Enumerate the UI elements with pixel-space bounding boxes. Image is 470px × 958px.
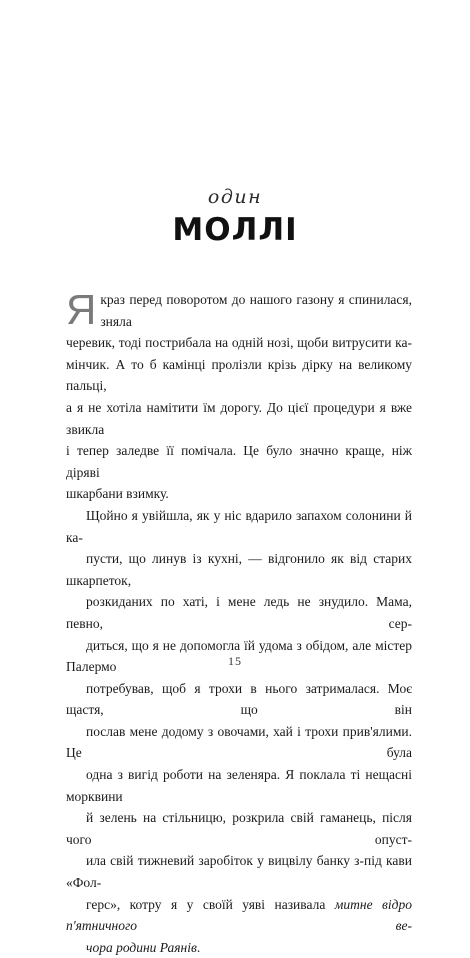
text-line: розкиданих по хаті, і мене ледь не знудило. Мама, певно, сер- [66,594,412,631]
text-line: мінчик. А то б камінці пролізли крізь дірку на великому пальці, [66,356,412,394]
italic-phrase: митне відро п'ятничного ве- [66,896,412,934]
end-punctuation: . [196,939,201,955]
text-line: послав мене додому з овочами, хай і трохи прив'ялими. Це була [66,723,412,761]
paragraph-1 [66,286,412,505]
chapter-body [66,286,412,958]
page-number: 15 [228,654,242,668]
drop-cap: Я [66,286,97,333]
text-line: диться, що я не допомогла їй удома з обідом, але містер Палермо [66,637,412,675]
text-line: а я не хотіла намітити їм дорогу. До цієї процедури я вже звикла [66,399,412,437]
text-line: краз перед поворотом до нашого газону я спинилася, зняла [100,292,412,329]
chapter-title: МОЛЛІ [172,212,298,248]
text-line: черевик, тоді пострибала на одній нозі, щоби витрусити ка- [66,335,412,351]
text-line: одна з вигід роботи на зеленяра. Я поклала ті нещасні морквини [66,767,412,804]
chapter-number: один [207,186,263,208]
text-line: й зелень на стільницю, розкрила свій гаманець, після чого опуст- [66,810,412,847]
italic-phrase: чора родини Раянів [86,939,197,955]
text-line-with-italic [66,937,412,958]
text-line-with-italic [66,894,412,937]
text-line: ила свій тижневий заробіток у вицвілу банку з-під кави «Фол- [66,853,412,891]
text-line: потребував, щоб я трохи в нього затрималася. Моє щастя, що він [66,680,412,718]
text-line: пусти, що линув із кухні, — відгонило як від старих шкарпеток, [66,551,412,588]
text-line: Щойно я увійшла, як у ніс вдарило запахом солонини й ка- [66,507,412,545]
text-fragment: герс», котру я у своїй уяві називала [86,896,326,912]
text-line: і тепер заледве її помічала. Це було значно краще, ніж діряві [66,443,412,480]
paragraph-2 [66,505,412,958]
text-line: шкарбани взимку. [66,486,169,502]
